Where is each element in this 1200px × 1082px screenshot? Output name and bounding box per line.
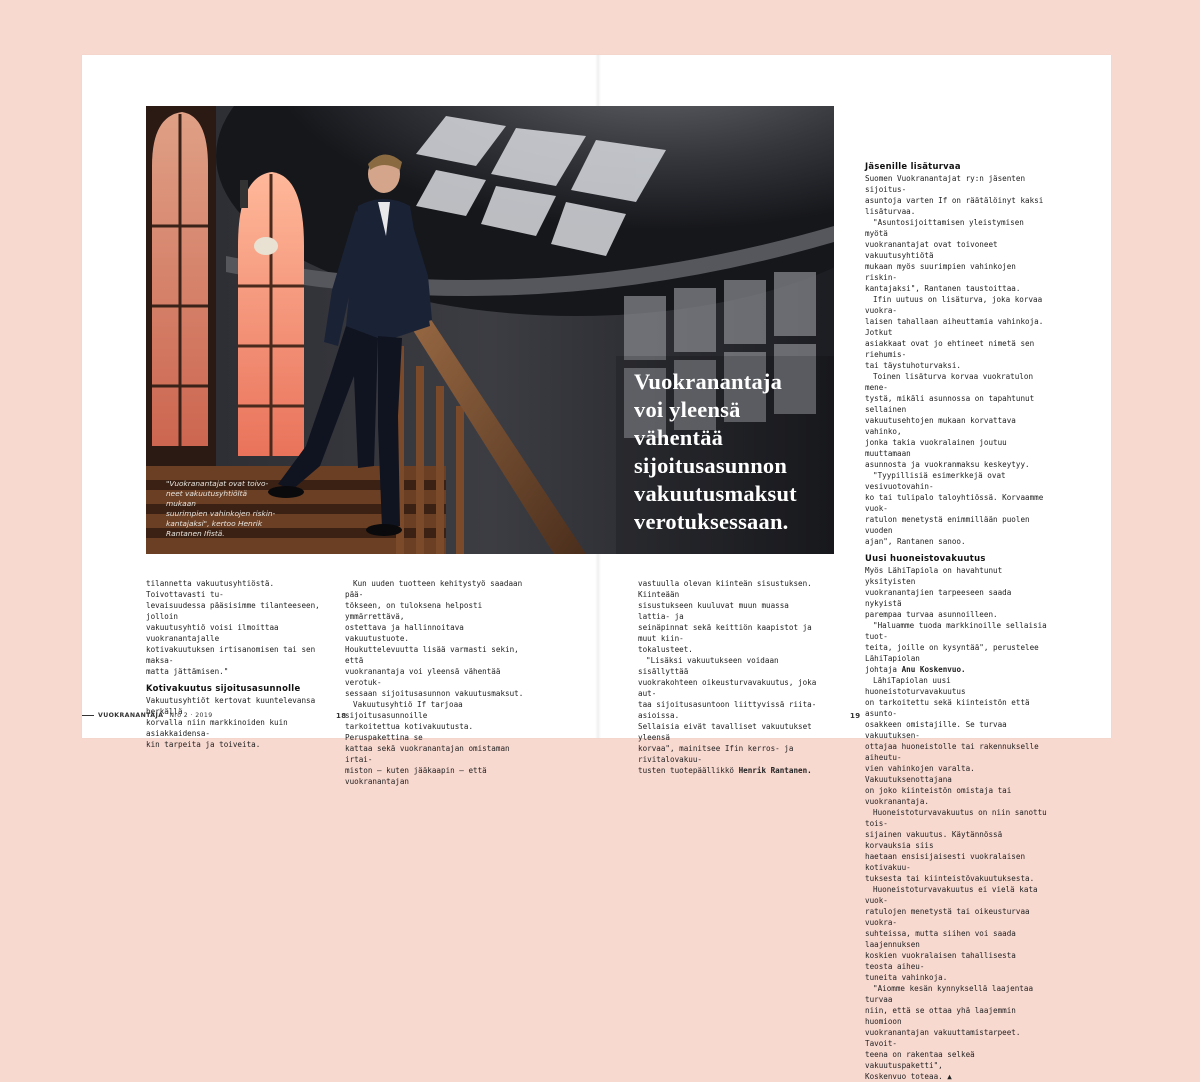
paragraph-text: "Haluamme tuoda markkinoille sellaisia tuot- teita, joille on kysyntää", perustelee LähiTapiolan johtaja — [865, 621, 1047, 674]
paragraph: "Tyypillisiä esimerkkejä ovat vesivuotovahin- ko tai tulipalo taloyhtiössä. Korvaamme vuok- ratulon menetystä enimmillään puolen vuoden ajan", Rantanen sanoo. — [865, 471, 1044, 546]
article-column-3 — [638, 578, 822, 776]
paragraph: Vakuutusyhtiö If tarjoaa sijoitusasunnoille tarkoitettua kotivakuutusta. Peruspakettina se kattaa sekä vuokranantajan omistaman irtai- miston – kuten jääkaapin – että vuokranantajan — [345, 700, 510, 786]
paragraph: vastuulla olevan kiinteän sisustuksen. Kiinteään sisustukseen kuuluvat muun muassa lattia- ja seinäpinnat sekä keittiön kaapistot ja muut kiin- tokalusteet. — [638, 579, 812, 654]
subheading-huoneistovakuutus: Uusi huoneistovakuutus — [865, 553, 986, 563]
article-column-2 — [345, 578, 525, 787]
paragraph-text: "Lisäksi vakuutukseen voidaan sisällyttää vuokrakohteen oikeusturvavakuutus, joka aut- taa sijoitusasuntoon liittyvissä riita-asioissa. Sellaisia eivät tavalliset vakuutukset yleensä korvaa", mainitsee Ifin kerros- ja rivitalovakuu- tusten tuotepäällikkö — [638, 656, 817, 775]
article-column-4 — [865, 161, 1047, 1082]
paragraph: Ifin uutuus on lisäturva, joka korvaa vuokra- laisen tahallaan aiheuttamia vahinkoja. Jotkut asiakkaat ovat jo ehtineet nimetä sen riehumis- tai täystuhoturvaksi. — [865, 295, 1044, 370]
paragraph: Kun uuden tuotteen kehitystyö saadaan pää- tökseen, on tuloksena helposti ymmärrettävä, ostettava ja hallinnoitava vakuutustuote. Houkuttelevuutta lisää varmasti sekin, että vuokranantaja voi yleensä vähentää verotuk- sessaan sijoitusasunnon vakuutusmaksut. — [345, 579, 524, 698]
paragraph: Toinen lisäturva korvaa vuokratulon mene- tystä, mikäli asunnossa on tapahtunut sellainen vakuutusehtojen mukaan korvattava vahinko, jonka takia vuokralainen joutuu muuttamaan asunnosta ja vuokranmaksu keskeytyy. — [865, 372, 1035, 469]
paragraph — [865, 620, 1047, 675]
paragraph — [638, 655, 822, 776]
person-name: Henrik Rantanen. — [738, 766, 812, 775]
footer-left — [82, 712, 213, 719]
paragraph: Suomen Vuokranantajat ry:n jäsenten sijoitus- asuntoja varten If on räätälöinyt kaksi lisäturvaa. — [865, 174, 1044, 216]
paragraph: LähiTapiolan uusi huoneistoturvavakuutus on tarkoitettu sekä kiinteistön että asunto- osakkeen omistajille. Se turvaa vakuutuksen- ottajaa huoneistolle tai rakennukselle aiheutu- vien vahinkojen varalta. Vakuutuksenottajana on joko kiinteistön omistaja tai vuokranantaja. — [865, 676, 1039, 806]
magazine-name: VUOKRANANTAJA — [98, 712, 164, 719]
paragraph: "Aiomme kesän kynnyksellä laajentaa turvaa niin, että se ottaa yhä laajemmin huomioon vuokranantajan vakuuttamistarpeet. Tavoit- teena on rakentaa selkeä vakuutuspaketti", Koskenvuo toteaa. ▲ — [865, 984, 1034, 1081]
issue-number: Nro 2 · 2019 — [169, 712, 213, 719]
pull-quote: Vuokranantaja voi yleensä vähentää sijoitusasunnon vakuutusmaksut verotuksessaan. — [634, 369, 797, 534]
paragraph: Myös LähiTapiola on havahtunut yksityisten vuokranantajien tarpeeseen saada nykyistä parempaa turvaa asunnoilleen. — [865, 566, 1012, 619]
paragraph: "Asuntosijoittamisen yleistymisen myötä vuokranantajat ovat toivoneet vakuutusyhtiötä mukaan myös suurimpien vahinkojen riskin- kantajaksi", Rantanen taustoittaa. — [865, 218, 1024, 293]
person-name: Anu Koskenvuo. — [901, 665, 966, 674]
paragraph: Huoneistoturvavakuutus on niin sanottu tois- sijainen vakuutus. Käytännössä korvauksia siis haetaan ensisijaisesti vuokralaisen kotivakuu- tuksesta tai kiinteistövakuutuksesta. — [865, 808, 1047, 883]
paragraph: Vakuutusyhtiöt kertovat kuuntelevansa herkällä korvalla niin markkinoiden kuin asiakkaidensa- kin tarpeita ja toiveita. — [146, 696, 316, 749]
feature-photo — [146, 106, 834, 554]
page-number-left: 18 — [336, 712, 347, 720]
photo-caption: "Vuokranantajat ovat toivo- neet vakuutusyhtiöltä mukaan suurimpien vahinkojen riskin- kantajaksi", kertoo Henrik Rantanen Ifistä. — [166, 479, 276, 538]
page-number-right: 19 — [850, 712, 861, 720]
paragraph: tilannetta vakuutusyhtiöstä. Toivottavasti tu- levaisuudessa pääsisimme tilanteeseen, jolloin vakuutusyhtiö voisi ilmoittaa vuokranantajalle kotivakuutuksen irtisanomisen tai sen maksa- matta jättämisen." — [146, 579, 320, 676]
paragraph: Huoneistoturvavakuutus ei vielä kata vuok- ratulojen menetystä tai oikeusturvaa vuokra- suhteissa, mutta siihen voi saada laajennuksen koskien vuokralaisen tahallisesta teosta aiheu- tuneita vahinkoja. — [865, 885, 1038, 982]
footer-rule — [82, 715, 94, 716]
article-column-1 — [146, 578, 326, 750]
subheading-lisaturvaa: Jäsenille lisäturvaa — [865, 161, 961, 171]
subheading-kotivakuutus: Kotivakuutus sijoitusasunnolle — [146, 683, 301, 693]
